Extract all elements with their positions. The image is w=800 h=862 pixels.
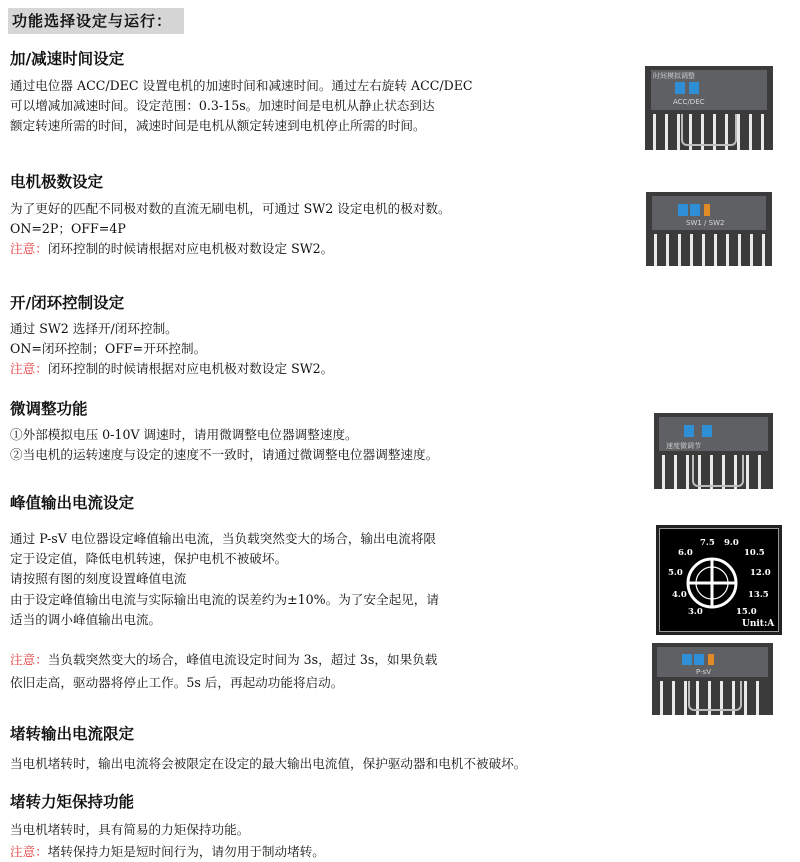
dial-tick-4-0: 4.0 [672,590,687,600]
poles-line-1: 为了更好的匹配不同极对数的直流无刷电机，可通过 SW2 设定电机的极对数。 [10,201,451,216]
peak-note-line-1 [10,650,437,670]
section-title-trim: 微调整功能 [10,400,88,418]
accel-image-label: ACC/DEC [673,98,705,106]
poles-note-label: 注意： [10,241,48,256]
loop-note-text: 闭环控制的时候请根据对应电机极对数设定 SW2。 [47,361,334,376]
dial-tick-9-0: 9.0 [724,538,739,548]
accel-image-label-top: 时间模拟调整 [653,72,695,80]
peak-device-image [652,643,773,715]
dial-tick-6-0: 6.0 [678,548,693,558]
section-title-loop: 开/闭环控制设定 [10,294,125,312]
loop-note [10,359,333,379]
dial-tick-15-0: 15.0 [736,607,757,617]
dial-tick-13-5: 13.5 [748,590,769,600]
accel-line-2: 可以增减加减速时间。设定范围：0.3-15s。加速时间是电机从静止状态到达 [10,98,435,113]
peak-note-label: 注意： [10,652,48,667]
trim-device-image [654,413,773,489]
poles-image-label: SW1 / SW2 [686,219,725,227]
accel-line-1: 通过电位器 ACC/DEC 设置电机的加速时间和减速时间。通过左右旋转 ACC/DEC [10,78,473,93]
peak-note-line-2: 依旧走高，驱动器将停止工作。5s 后，再起动功能将启动。 [10,675,344,690]
torque-note-label: 注意： [10,844,48,859]
torque-line-1: 当电机堵转时，具有简易的力矩保持功能。 [10,822,250,837]
peak-line-2: 定于设定值，降低电机转速，保护电机不被破坏。 [10,551,288,566]
trim-line-2: ②当电机的运转速度与设定的速度不一致时，请通过微调整电位器调整速度。 [10,447,439,462]
torque-note [10,842,325,862]
section-title-peak: 峰值输出电流设定 [10,494,135,512]
dial-tick-12-0: 12.0 [750,568,771,578]
accel-device-image [645,66,773,150]
section-title-stall: 堵转输出电流限定 [10,725,135,743]
dial-tick-5-0: 5.0 [668,568,683,578]
poles-line-2: ON=2P；OFF=4P [10,221,126,236]
loop-line-1: 通过 SW2 选择开/闭环控制。 [10,321,178,336]
peak-line-3: 请按照有图的刻度设置峰值电流 [10,571,187,586]
page-title: 功能选择设定与运行： [12,12,173,30]
section-title-torque: 堵转力矩保持功能 [10,793,135,811]
poles-note-text: 闭环控制的时候请根据对应电机极对数设定 SW2。 [47,241,334,256]
peak-image-label: P-sV [696,668,712,676]
peak-line-1: 通过 P-sV 电位器设定峰值输出电流，当负载突然变大的场合，输出电流将限 [10,531,437,546]
loop-line-2: ON=闭环控制；OFF=开环控制。 [10,341,207,356]
peak-line-4: 由于设定峰值输出电流与实际输出电流的误差约为±10%。为了安全起见，请 [10,592,439,607]
stall-line-1: 当电机堵转时，输出电流将会被限定在设定的最大输出电流值，保护驱动器和电机不被破坏。 [10,756,527,771]
trim-image-label: 速度微调节 [666,442,701,450]
dial-tick-10-5: 10.5 [744,548,765,558]
loop-note-label: 注意： [10,361,48,376]
torque-note-text: 堵转保持力矩是短时间行为，请勿用于制动堵转。 [47,844,325,859]
trim-line-1: ①外部模拟电压 0-10V 调速时，请用微调整电位器调整速度。 [10,427,358,442]
section-title-poles: 电机极数设定 [10,173,104,191]
dial-tick-3-0: 3.0 [688,607,703,617]
dial-unit: Unit:A [742,619,775,629]
peak-current-dial [656,525,782,635]
poles-note [10,239,333,259]
peak-line-5: 适当的调小峰值输出电流。 [10,612,162,627]
peak-note-text-1: 当负载突然变大的场合，峰值电流设定时间为 3s，超过 3s，如果负载 [47,652,438,667]
poles-device-image [646,192,772,266]
section-title-accel: 加/减速时间设定 [10,50,125,68]
dial-tick-7-5: 7.5 [700,538,715,548]
accel-line-3: 额定转速所需的时间，减速时间是电机从额定转速到电机停止所需的时间。 [10,118,426,133]
